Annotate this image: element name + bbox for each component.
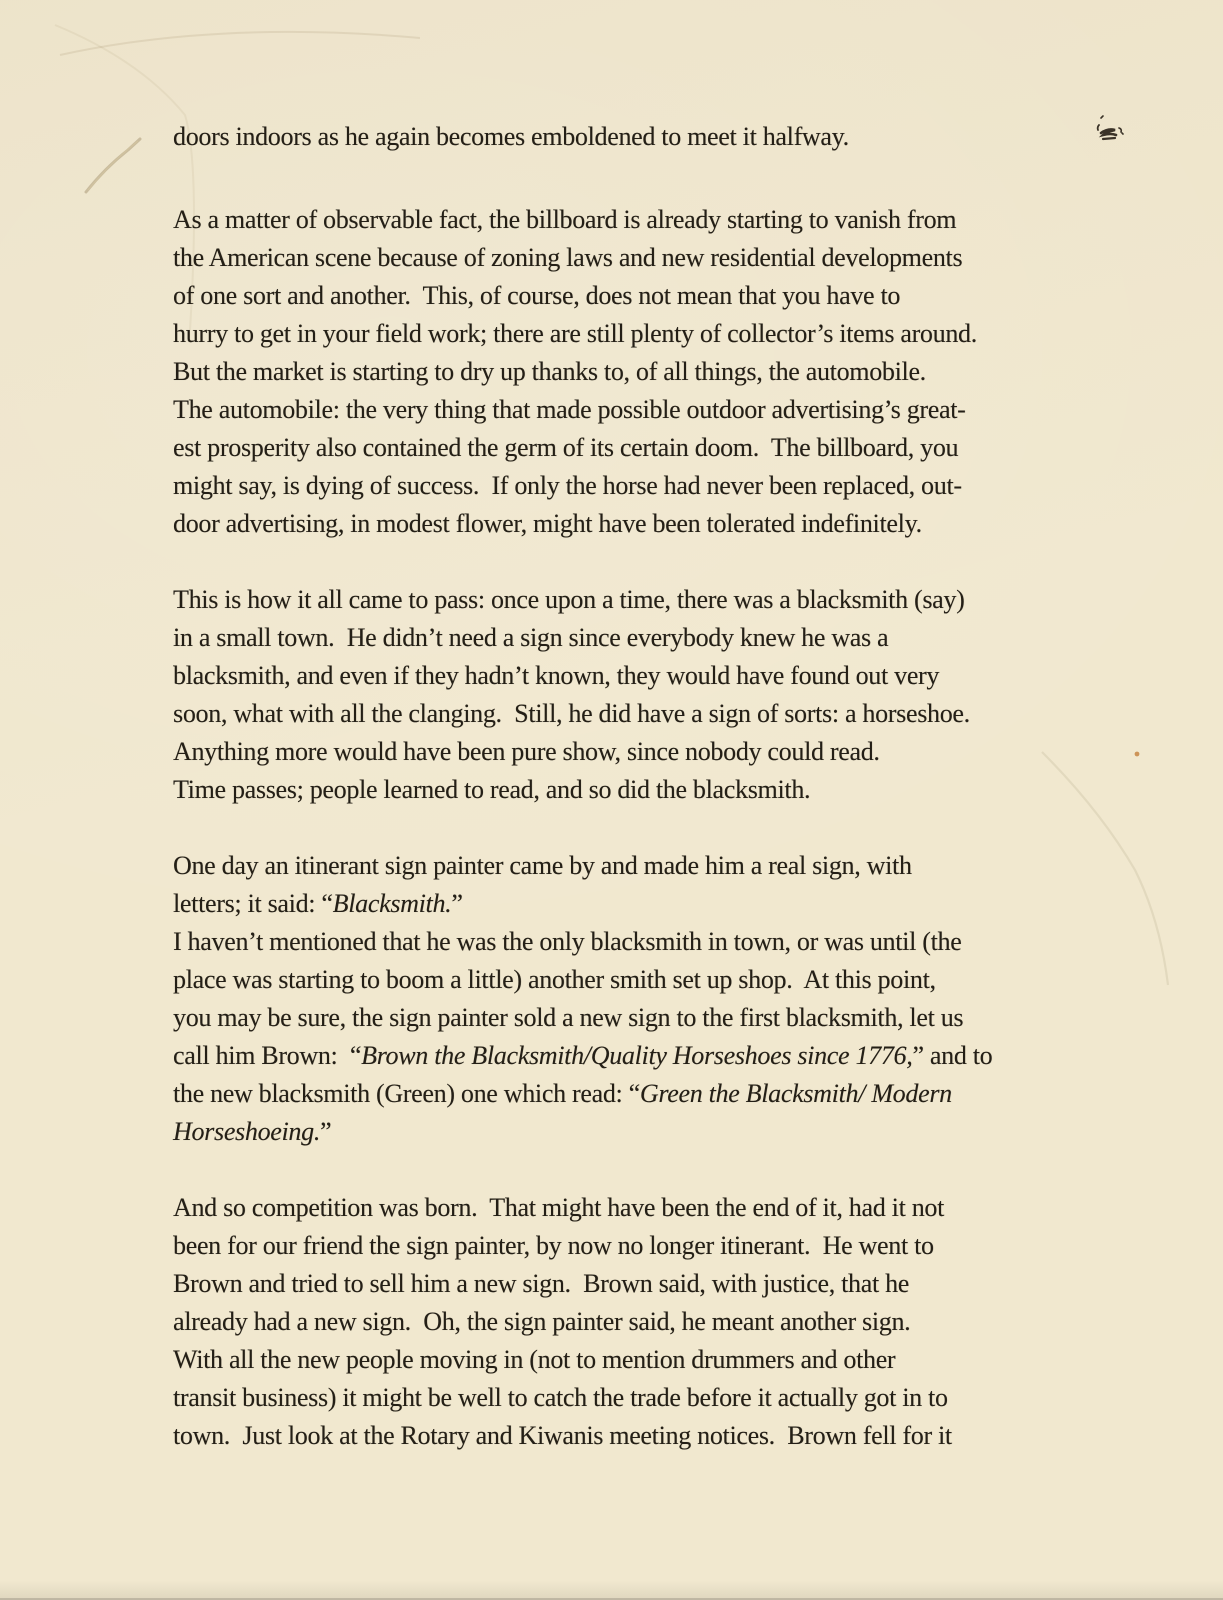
text-line: [173, 1417, 1183, 1455]
text-segment: This is how it all came to pass: once upon a time, there was a blacksmith (say): [173, 585, 965, 614]
text-segment: est prosperity also contained the germ of its certain doom. The billboard, you: [173, 433, 959, 462]
text-segment: transit business) it might be well to catch the trade before it actually got in to: [173, 1383, 948, 1412]
text-line: [173, 1037, 1183, 1075]
text-line: [173, 391, 1183, 429]
text-line: [173, 239, 1183, 277]
paper-crease-icon: [86, 139, 140, 192]
text-segment: the new blacksmith (Green) one which read: “: [173, 1079, 640, 1108]
paragraph-2: [173, 201, 1183, 543]
text-line: [173, 1227, 1183, 1265]
text-segment: door advertising, in modest flower, might have been tolerated indefinitely.: [173, 509, 922, 538]
text-line: [173, 581, 1183, 619]
text-line: [173, 1113, 1183, 1151]
text-line: [173, 847, 1183, 885]
text-line: [173, 619, 1183, 657]
text-line: [173, 923, 1183, 961]
text-segment: But the market is starting to dry up thanks to, of all things, the automobile.: [173, 357, 926, 386]
text-segment: call him Brown: “: [173, 1041, 362, 1070]
page-text: [173, 118, 1183, 1493]
text-line: [173, 353, 1183, 391]
text-segment: ” and to: [912, 1041, 993, 1070]
text-line: [173, 1341, 1183, 1379]
paper-scuff-icon: [60, 32, 420, 55]
text-segment: town. Just look at the Rotary and Kiwanis meeting notices. Brown fell for it: [173, 1421, 952, 1450]
text-line: [173, 961, 1183, 999]
text-line: [173, 315, 1183, 353]
text-line: [173, 885, 1183, 923]
text-line: [173, 1303, 1183, 1341]
paragraph-5: [173, 1189, 1183, 1455]
text-line: [173, 505, 1183, 543]
text-segment: already had a new sign. Oh, the sign painter said, he meant another sign.: [173, 1307, 911, 1336]
text-line: [173, 1265, 1183, 1303]
text-segment: ”: [451, 889, 463, 918]
italic-text-segment: Horseshoeing.: [173, 1117, 321, 1146]
text-line: [173, 467, 1183, 505]
text-line: [173, 429, 1183, 467]
text-segment: the American scene because of zoning laws and new residential developments: [173, 243, 963, 272]
text-segment: ”: [320, 1117, 332, 1146]
text-line: [173, 118, 1183, 156]
text-segment: With all the new people moving in (not to mention drummers and other: [173, 1345, 896, 1374]
text-segment: been for our friend the sign painter, by now no longer itinerant. He went to: [173, 1231, 934, 1260]
text-segment: of one sort and another. This, of course, does not mean that you have to: [173, 281, 901, 310]
text-line: [173, 999, 1183, 1037]
text-segment: Brown and tried to sell him a new sign. Brown said, with justice, that he: [173, 1269, 910, 1298]
paper-crease-icon: [88, 141, 138, 190]
paragraph-3: [173, 581, 1183, 809]
text-line: [173, 277, 1183, 315]
text-segment: soon, what with all the clanging. Still, he did have a sign of sorts: a horseshoe.: [173, 699, 970, 728]
text-line: [173, 657, 1183, 695]
text-segment: letters; it said: “: [173, 889, 333, 918]
text-segment: place was starting to boom a little) another smith set up shop. At this point,: [173, 965, 936, 994]
italic-text-segment: Green the Blacksmith/ Modern: [639, 1079, 952, 1108]
text-segment: Time passes; people learned to read, and so did the blacksmith.: [173, 775, 811, 804]
paragraph-1: [173, 118, 1183, 156]
text-segment: you may be sure, the sign painter sold a new sign to the first blacksmith, let us: [173, 1003, 964, 1032]
text-segment: As a matter of observable fact, the billboard is already starting to vanish from: [173, 205, 957, 234]
text-segment: in a small town. He didn’t need a sign since everybody knew he was a: [173, 623, 889, 652]
text-segment: might say, is dying of success. If only the horse had never been replaced, out-: [173, 471, 962, 500]
text-segment: The automobile: the very thing that made possible outdoor advertising’s great-: [173, 395, 966, 424]
italic-text-segment: Blacksmith.: [332, 889, 452, 918]
text-segment: One day an itinerant sign painter came by and made him a real sign, with: [173, 851, 912, 880]
text-segment: And so competition was born. That might have been the end of it, had it not: [173, 1193, 945, 1222]
text-segment: Anything more would have been pure show, since nobody could read.: [173, 737, 880, 766]
text-line: [173, 1379, 1183, 1417]
text-line: [173, 1075, 1183, 1113]
text-line: [173, 695, 1183, 733]
text-segment: blacksmith, and even if they hadn’t known, they would have found out very: [173, 661, 940, 690]
text-line: [173, 771, 1183, 809]
paragraph-4: [173, 847, 1183, 1151]
text-line: [173, 1189, 1183, 1227]
text-segment: hurry to get in your field work; there are still plenty of collector’s items around.: [173, 319, 977, 348]
text-segment: I haven’t mentioned that he was the only blacksmith in town, or was until (the: [173, 927, 962, 956]
italic-text-segment: Brown the Blacksmith/Quality Horseshoes since 1776,: [361, 1041, 913, 1070]
text-segment: doors indoors as he again becomes emboldened to meet it halfway.: [173, 122, 849, 151]
text-line: [173, 733, 1183, 771]
text-line: [173, 201, 1183, 239]
